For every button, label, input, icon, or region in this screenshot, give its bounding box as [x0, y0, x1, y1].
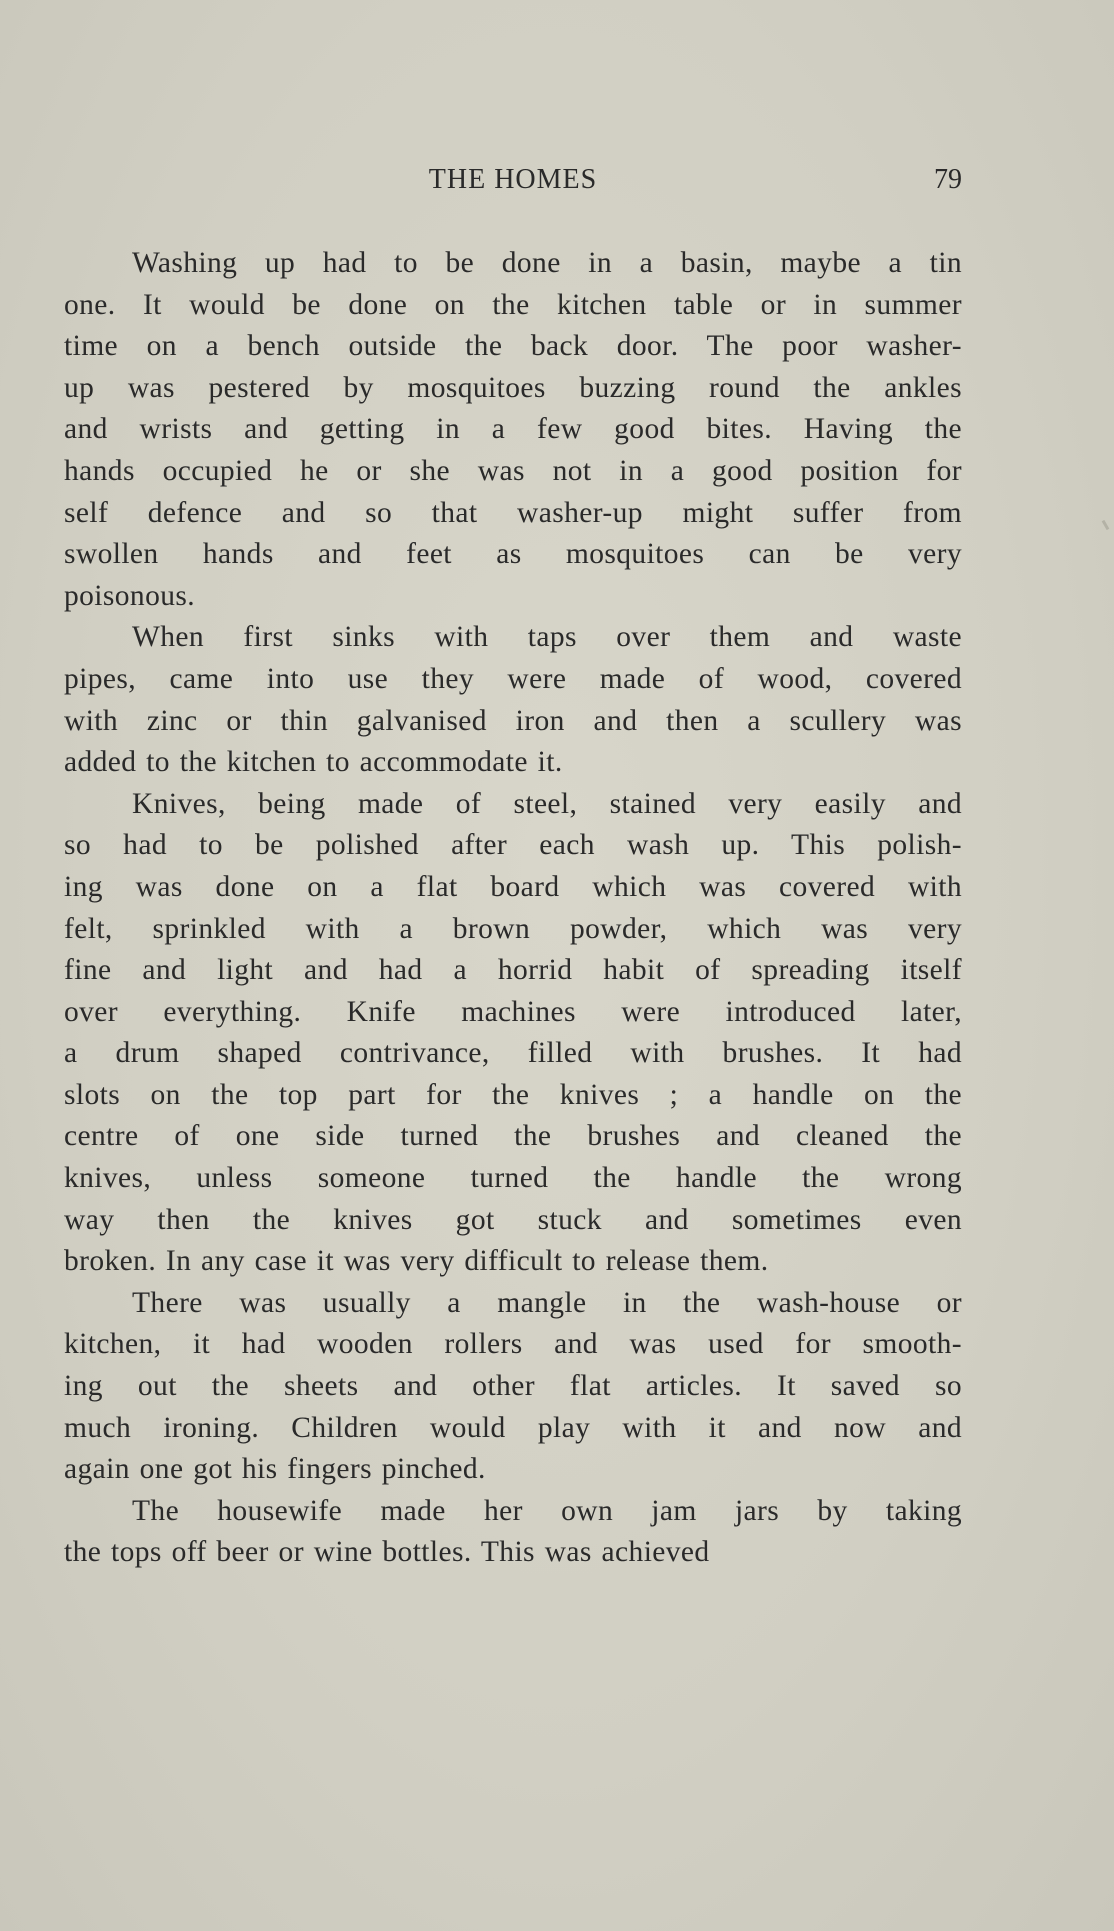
text-line: much ironing. Children would play with it and now and	[64, 1411, 962, 1444]
body-text	[64, 243, 962, 1574]
text-line: one. It would be done on the kitchen table or in summer	[64, 288, 962, 321]
text-line: way then the knives got stuck and sometimes even	[64, 1203, 962, 1236]
text-line: Knives, being made of steel, stained very easily and	[132, 787, 962, 820]
running-head	[64, 160, 962, 200]
text-line: poisonous.	[64, 579, 196, 612]
text-line: fine and light and had a horrid habit of spreading itself	[64, 954, 962, 987]
text-line: knives, unless someone turned the handle the wrong	[64, 1162, 962, 1195]
text-line: felt, sprinkled with a brown powder, which was very	[64, 912, 962, 945]
text-line: swollen hands and feet as mosquitoes can be very	[64, 538, 962, 571]
page-number: 79	[934, 164, 962, 195]
paragraph	[64, 784, 962, 1283]
running-title: THE HOMES	[428, 164, 598, 195]
text-line: and wrists and getting in a few good bites. Having the	[64, 413, 962, 446]
text-line: When first sinks with taps over them and waste	[132, 621, 962, 654]
text-line: ing was done on a flat board which was covered with	[64, 870, 962, 903]
paragraph	[64, 1491, 962, 1574]
text-line: centre of one side turned the brushes and cleaned the	[64, 1120, 962, 1153]
paragraph	[64, 617, 962, 783]
text-line: slots on the top part for the knives ; a handle on the	[64, 1078, 962, 1111]
text-line: time on a bench outside the back door. The poor washer-	[64, 330, 962, 363]
text-line: so had to be polished after each wash up. This polish-	[64, 829, 962, 862]
text-line: kitchen, it had wooden rollers and was used for smooth-	[64, 1328, 962, 1361]
text-line: a drum shaped contrivance, filled with brushes. It had	[64, 1037, 962, 1070]
text-line: over everything. Knife machines were introduced later,	[64, 995, 962, 1028]
text-line: pipes, came into use they were made of wood, covered	[64, 662, 962, 695]
text-line: self defence and so that washer-up might suffer from	[64, 496, 962, 529]
text-line: The housewife made her own jam jars by taking	[132, 1494, 962, 1527]
text-line: hands occupied he or she was not in a good position for	[64, 454, 962, 487]
text-line: There was usually a mangle in the wash-house or	[132, 1286, 962, 1319]
margin-speck	[1102, 520, 1110, 530]
paragraph	[64, 243, 962, 617]
text-line: Washing up had to be done in a basin, maybe a tin	[132, 247, 962, 279]
text-line: the tops off beer or wine bottles. This was achieved	[64, 1536, 710, 1569]
paragraph	[64, 1283, 962, 1491]
text-line: ing out the sheets and other flat articles. It saved so	[64, 1370, 962, 1403]
text-line: with zinc or thin galvanised iron and then a scullery was	[64, 704, 962, 737]
text-line: broken. In any case it was very difficult to release them.	[64, 1245, 769, 1278]
text-line: added to the kitchen to accommodate it.	[64, 746, 563, 779]
text-line: again one got his fingers pinched.	[64, 1453, 486, 1486]
text-line: up was pestered by mosquitoes buzzing round the ankles	[64, 371, 962, 404]
